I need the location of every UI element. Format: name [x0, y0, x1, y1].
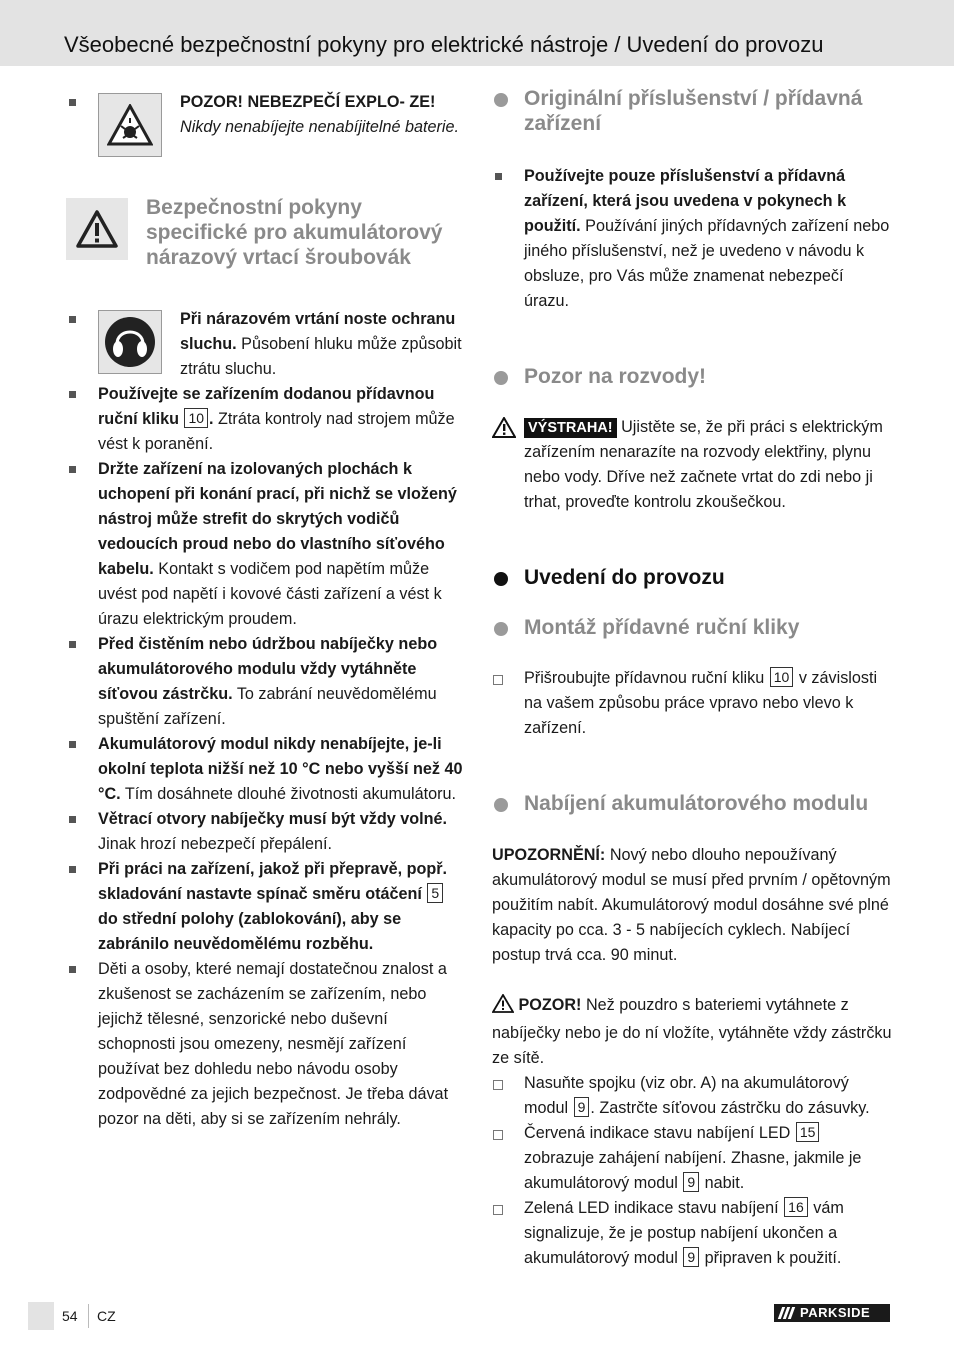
- item-text: Kontakt s vodičem pod napětím může uvést pod napětí i kovové části zařízení a vést k úrazu elektrickým proudem.: [98, 560, 442, 628]
- item-bold: Držte zařízení na izolovaných plochách k uchopení při konání prací, při nichž se vložený nástroj může strefit do skrytých vodičů vedoucích proud nebo do vlastního síťového kabelu.: [98, 460, 457, 578]
- item-text: To zabrání neuvědomělému spuštění zařízení.: [98, 685, 437, 728]
- step-checkbox-icon: [493, 1080, 503, 1090]
- hearing-protection-item: [66, 307, 466, 382]
- step-text: Zelená LED indikace stavu nabíjení: [524, 1199, 779, 1217]
- handle-title: Montáž přídavné ruční kliky: [524, 616, 800, 639]
- wiring-heading: [492, 364, 892, 389]
- warning-triangle-icon: [492, 417, 516, 446]
- explosion-icon: [98, 93, 162, 157]
- handle-heading: [492, 615, 892, 640]
- item-text: Tím dosáhnete dlouhé životnosti akumulátoru.: [124, 785, 457, 803]
- bullet-square-icon: [69, 391, 76, 398]
- list-item: [66, 457, 466, 632]
- step-checkbox-icon: [493, 1205, 503, 1215]
- list-item: [66, 382, 466, 457]
- item-bold: do střední polohy (zablokování), aby se zabránilo neuvědomělému rozběhu.: [98, 910, 402, 953]
- item-bold: Používejte pouze příslušenství a přídavná zařízení, která jsou uvedena v pokynech k použití.: [524, 167, 847, 235]
- brand-stripes-icon: [774, 1304, 800, 1322]
- accessories-heading: [492, 86, 892, 136]
- startup-title: Uvedení do provozu: [524, 566, 725, 589]
- note-label: UPOZORNĚNÍ:: [492, 846, 606, 864]
- item-bold: Větrací otvory nabíječky musí být vždy volné.: [98, 810, 448, 828]
- wiring-warning: [492, 415, 892, 515]
- item-bold: Při práci na zařízení, jakož při přepravě, popř. skladování nastavte spínač směru otáčení: [98, 860, 448, 903]
- caution-label: POZOR!: [518, 996, 582, 1014]
- part-ref: 9: [683, 1172, 699, 1192]
- accessories-item: [492, 164, 892, 314]
- bullet-square-icon: [69, 99, 76, 106]
- part-ref: 10: [184, 408, 208, 428]
- list-item: [66, 732, 466, 807]
- step-text: nabit.: [704, 1174, 745, 1192]
- item-text: Ztráta kontroly nad strojem může vést k poranění.: [98, 410, 455, 453]
- step-text: v závislosti na vašem způsobu práce vpravo nebo vlevo k zařízení.: [524, 669, 878, 737]
- ear-protection-icon: [98, 310, 162, 374]
- part-ref: 16: [784, 1197, 808, 1217]
- bullet-square-icon: [69, 866, 76, 873]
- page-number: 54: [62, 1308, 78, 1324]
- bullet-square-icon: [69, 816, 76, 823]
- hearing-text: Působení hluku může způsobit ztrátu sluchu.: [180, 335, 462, 378]
- part-ref: 9: [683, 1247, 699, 1267]
- part-ref: 10: [770, 667, 794, 687]
- list-item: [66, 807, 466, 857]
- part-ref: 5: [427, 883, 443, 903]
- list-item: [66, 957, 466, 1132]
- section-title: Bezpečnostní pokyny specifické pro akumulátorový nárazový vrtací šroubovák: [146, 196, 443, 269]
- wiring-title: Pozor na rozvody!: [524, 365, 707, 388]
- bullet-square-icon: [69, 966, 76, 973]
- warning-badge: VÝSTRAHA!: [524, 418, 617, 438]
- bullet-square-icon: [69, 741, 76, 748]
- step-text: Červená indikace stavu nabíjení LED: [524, 1124, 791, 1142]
- left-column: [66, 90, 466, 1132]
- charging-note: [492, 843, 892, 968]
- page-title: Všeobecné bezpečnostní pokyny pro elektrické nástroje / Uvedení do provozu: [64, 32, 824, 57]
- step-checkbox-icon: [493, 675, 503, 685]
- bullet-square-icon: [69, 466, 76, 473]
- item-bold: .: [209, 410, 214, 428]
- part-ref: 15: [796, 1122, 820, 1142]
- step-text: Přišroubujte přídavnou ruční kliku: [524, 669, 765, 687]
- page-header: [0, 0, 954, 66]
- list-item: [66, 632, 466, 732]
- step-text: zobrazuje zahájení nabíjení. Zhasne, jakmile je akumulátorový modul: [524, 1149, 862, 1192]
- language-code: CZ: [97, 1308, 116, 1324]
- brand-name: PARKSIDE: [800, 1305, 871, 1320]
- item-bold: Používejte se zařízením dodanou přídavnou ruční kliku: [98, 385, 435, 428]
- footer-tab: [28, 1302, 54, 1330]
- step-text: . Zastrčte síťovou zástrčku do zásuvky.: [590, 1099, 870, 1117]
- section-header: [66, 195, 466, 270]
- item-bold: Před čistěním nebo údržbou nabíječky nebo akumulátorového modulu vždy vytáhněte síťovou zástrčku.: [98, 635, 438, 703]
- charging-step: [492, 1196, 892, 1271]
- part-ref: 9: [574, 1097, 590, 1117]
- accessories-title: Originální příslušenství / přídavná zařízení: [524, 87, 863, 135]
- bullet-square-icon: [69, 641, 76, 648]
- brand-logo: [774, 1304, 890, 1322]
- charging-step: [492, 1121, 892, 1196]
- step-text: vám signalizuje, že je postup nabíjení ukončen a akumulátorový modul: [524, 1199, 844, 1267]
- caution-text: Než pouzdro s bateriemi vytáhnete z nabíječky nebo je do ní vložíte, vytáhněte vždy zástrčku ze sítě.: [492, 996, 892, 1067]
- explosion-warning-text: Nikdy nenabíjejte nenabíjitelné baterie.: [180, 118, 459, 136]
- note-text: Nový nebo dlouho nepoužívaný akumulátorový modul se musí před prvním / opětovným použitím nabít. Akumulátorový modul dosáhne své plné kapacity po cca. 3 - 5 nabíjecích cyklech. Nabíjecí postup trvá cca. 90 minut.: [492, 846, 891, 964]
- hearing-bold: Při nárazovém vrtání noste ochranu sluchu.: [180, 310, 456, 353]
- charging-step: [492, 1071, 892, 1121]
- step-text: Nasuňte spojku (viz obr. A) na akumulátorový modul: [524, 1074, 849, 1117]
- item-text: Děti a osoby, které nemají dostatečnou znalost a zkušenost se zacházením se zařízením, nebo jejichž tělesné, senzorické nebo duševní schopnosti jsou omezeny, nesmějí zařízení používat bez dohledu nebo návodu osoby zodpovědné za jejich bezpečnost. Je třeba dávat pozor na děti, aby si se zařízením nehrály.: [98, 960, 449, 1128]
- handle-step: [492, 666, 892, 741]
- startup-heading: [492, 565, 892, 590]
- item-text: Jinak hrozí nebezpečí přepálení.: [98, 835, 332, 853]
- warning-triangle-icon: [66, 198, 128, 260]
- step-checkbox-icon: [493, 1130, 503, 1140]
- explosion-warning: [66, 90, 466, 157]
- footer-divider: [88, 1304, 89, 1328]
- explosion-warning-bold: POZOR! NEBEZPEČÍ EXPLO- ZE!: [180, 93, 436, 111]
- list-item: [66, 857, 466, 957]
- caution-triangle-icon: [492, 994, 514, 1021]
- charging-caution: [492, 993, 892, 1071]
- charging-heading: [492, 791, 892, 816]
- wiring-text: Ujistěte se, že při práci s elektrickým zařízením nenarazíte na rozvody elektřiny, plynu nebo vody. Dříve než začnete vrtat do zdi nebo ji trhat, proveďte kontrolu zkoušečkou.: [524, 418, 883, 511]
- right-column: [492, 86, 892, 1271]
- bullet-square-icon: [495, 173, 502, 180]
- item-text: Používání jiných přídavných zařízení nebo jiného příslušenství, než je uvedeno v návodu k obsluze, pro Vás může znamenat nebezpečí úrazu.: [524, 217, 890, 310]
- bullet-square-icon: [69, 316, 76, 323]
- step-text: připraven k použití.: [704, 1249, 842, 1267]
- item-bold: Akumulátorový modul nikdy nenabíjejte, je-li okolní teplota nižší než 10 °C nebo vyšší než 40 °C.: [98, 735, 463, 803]
- charging-title: Nabíjení akumulátorového modulu: [524, 792, 869, 815]
